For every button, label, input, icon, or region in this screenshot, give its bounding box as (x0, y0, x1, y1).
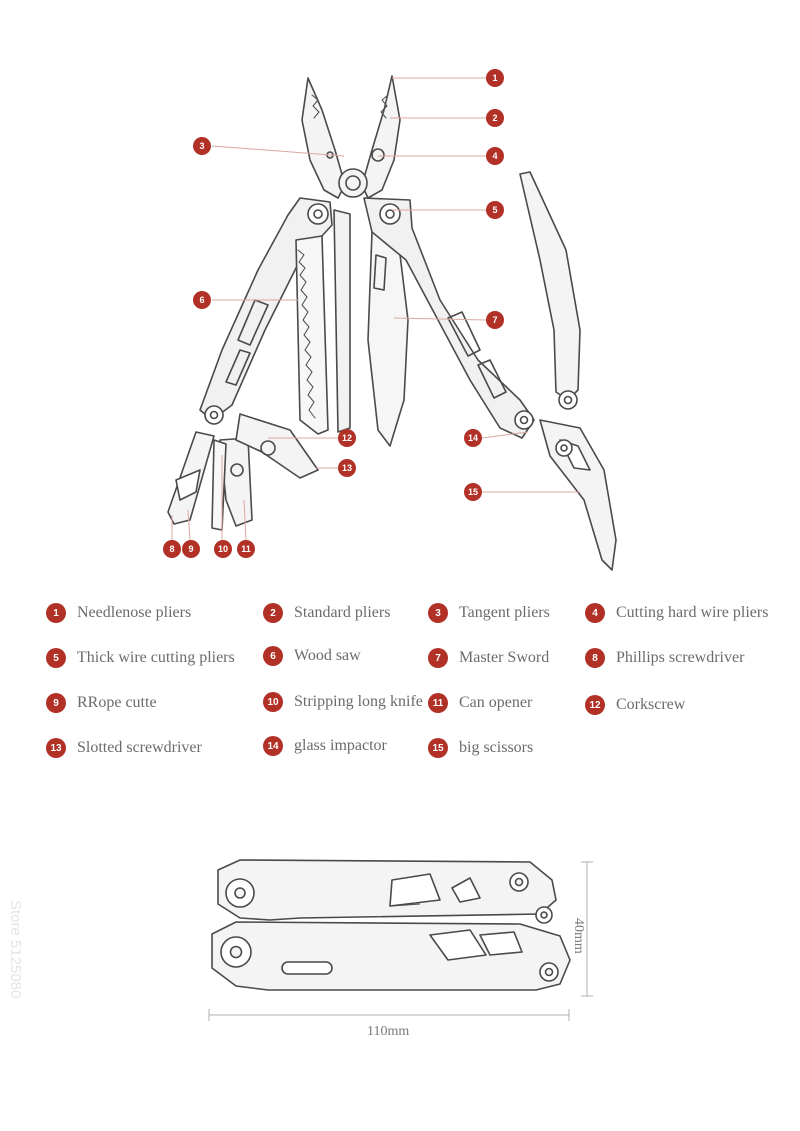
svg-text:15: 15 (467, 487, 479, 497)
svg-text:6: 6 (199, 295, 205, 305)
legend-item-14 (263, 734, 387, 758)
legend-badge: 11 (428, 693, 448, 713)
callout-2 (486, 109, 504, 127)
folded-tool-upper (218, 860, 556, 920)
legend-label: RRope cutte (77, 694, 157, 711)
legend-badge: 7 (428, 648, 448, 668)
legend-item-15 (428, 736, 533, 760)
legend-item-1 (46, 601, 191, 625)
legend-label: Can opener (459, 694, 533, 711)
callout-7 (486, 311, 504, 329)
callout-6 (193, 291, 211, 309)
svg-text:12: 12 (341, 433, 353, 443)
legend-badge: 3 (428, 603, 448, 623)
legend-badge: 14 (263, 736, 283, 756)
scissors-upper (520, 172, 580, 400)
svg-text:8: 8 (169, 544, 175, 554)
legend-badge: 13 (46, 738, 66, 758)
pliers-jaw-right (362, 76, 400, 198)
callout-1 (486, 69, 504, 87)
legend-item-4 (585, 601, 768, 625)
svg-text:3: 3 (199, 141, 205, 151)
svg-text:13: 13 (341, 463, 353, 473)
stripping-knife (212, 440, 226, 530)
legend-label: Tangent pliers (459, 604, 550, 621)
legend-badge: 10 (263, 692, 283, 712)
folded-tool-lower (212, 922, 570, 990)
callout-11 (237, 540, 255, 558)
svg-text:9: 9 (188, 544, 194, 554)
legend-item-13 (46, 736, 202, 760)
svg-text:2: 2 (492, 113, 498, 123)
legend-item-6 (263, 644, 361, 668)
master-sword (334, 210, 350, 432)
legend-label: Phillips screwdriver (616, 649, 745, 666)
callout-3 (193, 137, 211, 155)
legend-item-7 (428, 646, 549, 670)
right-handle-screw (380, 204, 400, 224)
svg-text:5: 5 (492, 205, 498, 215)
legend-label: Standard pliers (294, 604, 391, 621)
legend-item-8 (585, 646, 744, 670)
width-dimension-label: 110mm (367, 1024, 410, 1039)
svg-text:7: 7 (492, 315, 498, 325)
legend-label: Thick wire cutting pliers (77, 649, 235, 666)
legend-badge: 4 (585, 603, 605, 623)
legend-label: Master Sword (459, 649, 550, 666)
legend-item-9 (46, 691, 157, 715)
master-sword-blade (368, 232, 408, 446)
legend-label: Wood saw (294, 647, 361, 664)
legend-item-12 (585, 693, 685, 717)
legend-badge: 1 (46, 603, 66, 623)
callout-10 (214, 540, 232, 558)
legend-badge: 8 (585, 648, 605, 668)
legend-item-11 (428, 691, 532, 715)
left-handle-screw (308, 204, 328, 224)
legend-item-10 (263, 690, 423, 714)
legend-label: Cutting hard wire pliers (616, 604, 769, 621)
svg-text:1: 1 (492, 73, 498, 83)
legend-label: Corkscrew (616, 696, 686, 713)
svg-text:14: 14 (467, 433, 479, 443)
legend-badge: 2 (263, 603, 283, 623)
legend-label: big scissors (459, 739, 534, 756)
svg-text:10: 10 (217, 544, 229, 554)
legend-item-3 (428, 601, 550, 625)
legend-label: Slotted screwdriver (77, 739, 202, 756)
callout-15 (464, 483, 482, 501)
legend-item-2 (263, 601, 390, 625)
callout-12 (338, 429, 356, 447)
legend-badge: 5 (46, 648, 66, 668)
legend-badge: 12 (585, 695, 605, 715)
legend-label: glass impactor (294, 737, 387, 754)
svg-text:11: 11 (241, 544, 251, 554)
callout-9 (182, 540, 200, 558)
height-dimension-label: 40mm (571, 918, 586, 954)
legend-item-5 (46, 646, 235, 670)
callout-4 (486, 147, 504, 165)
store-watermark: Store 5125080 (7, 900, 24, 999)
pliers-pivot (339, 169, 367, 197)
legend-badge: 9 (46, 693, 66, 713)
callout-5 (486, 201, 504, 219)
svg-text:4: 4 (492, 151, 498, 161)
legend-badge: 15 (428, 738, 448, 758)
callout-8 (163, 540, 181, 558)
big-scissors (540, 420, 616, 570)
callout-13 (338, 459, 356, 477)
legend-label: Stripping long knife (294, 693, 423, 710)
legend-label: Needlenose pliers (77, 604, 192, 621)
callout-14 (464, 429, 482, 447)
legend-badge: 6 (263, 646, 283, 666)
